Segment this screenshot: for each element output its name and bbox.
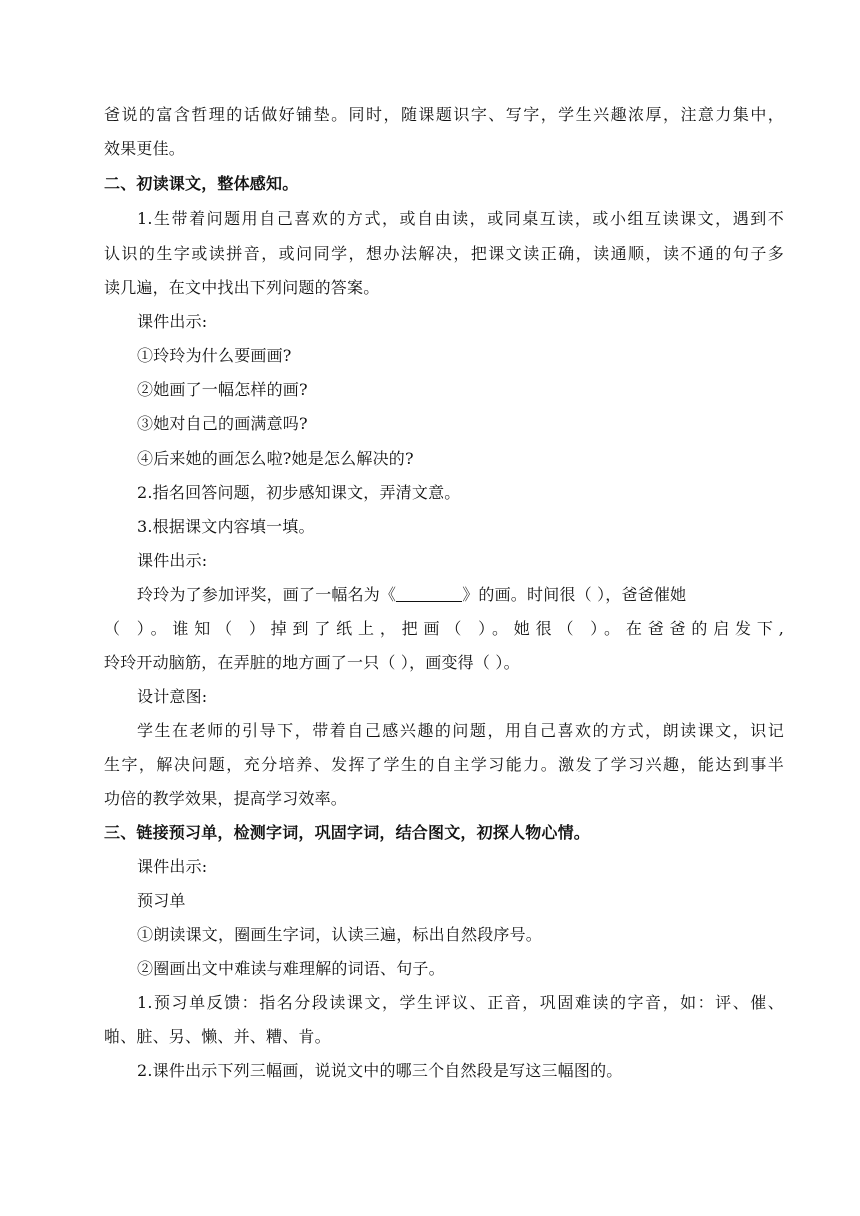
courseware-label-2: 课件出示: [137,551,208,570]
fill-in-line-2: （ ）。谁知（ ）掉到了纸上，把画（ ）。她很（ ）。在爸爸的启发下, [104,619,784,638]
s2-step1-line-1: 1.生带着问题用自己喜欢的方式，或自由读，或同桌互读，或小组互读课文，遇到不 [137,209,784,228]
design-label: 设计意图: [137,687,208,706]
question-3: ③她对自己的画满意吗? [137,414,308,433]
fill-in-line-1-before: 玲玲为了参加评奖，画了一幅名为《 [137,585,397,604]
s3-step1-line-2: 啪、脏、另、懒、并、糟、肯。 [104,1027,331,1046]
fill-in-line-1-after: 》的画。时间很（ ），爸爸催她 [462,585,687,604]
question-2: ②她画了一幅怎样的画? [137,380,308,399]
design-text-line-2: 生字，解决问题，充分培养、发挥了学生的自主学习能力。激发了学习兴趣，能达到事半 [104,755,784,774]
section-2-heading: 二、初读课文，整体感知。 [104,174,299,193]
section-3-heading: 三、链接预习单，检测字词，巩固字词，结合图文，初探人物心情。 [104,823,591,842]
question-1: ①玲玲为什么要画画? [137,346,292,365]
intro-line-2: 效果更佳。 [104,139,186,158]
s2-step2: 2.指名回答问题，初步感知课文，弄清文意。 [137,483,461,502]
preview-item-1: ①朗读课文，圈画生字词，认读三遍，标出自然段序号。 [137,925,543,944]
courseware-label-1: 课件出示: [137,312,208,331]
fill-in-line-1 [137,585,784,605]
preview-item-2: ②圈画出文中难读与难理解的词语、句子。 [137,959,445,978]
s3-step1-line-1: 1.预习单反馈：指名分段读课文，学生评议、正音，巩固难读的字音，如：评、催、 [137,993,784,1012]
design-text-line-3: 功倍的教学效果，提高学习效率。 [104,789,348,808]
s2-step3: 3.根据课文内容填一填。 [137,517,315,536]
courseware-label-3: 课件出示: [137,857,208,876]
design-text-line-1: 学生在老师的引导下，带着自己感兴趣的问题，用自己喜欢的方式，朗读课文，识记 [137,721,784,740]
s3-step2: 2.课件出示下列三幅画，说说文中的哪三个自然段是写这三幅图的。 [137,1061,623,1080]
s2-step1-line-3: 读几遍，在文中找出下列问题的答案。 [104,278,380,297]
preview-title: 预习单 [137,891,186,910]
intro-line-1: 爸说的富含哲理的话做好铺垫。同时，随课题识字、写字，学生兴趣浓厚，注意力集中， [104,105,784,124]
fill-in-line-3: 玲玲开动脑筋，在弄脏的地方画了一只（ ），画变得（ ）。 [104,653,520,672]
title-blank [396,587,462,602]
s2-step1-line-2: 认识的生字或读拼音，或问同学，想办法解决，把课文读正确，读通顺，读不通的句子多 [104,244,784,263]
question-4: ④后来她的画怎么啦?她是怎么解决的? [137,449,414,468]
